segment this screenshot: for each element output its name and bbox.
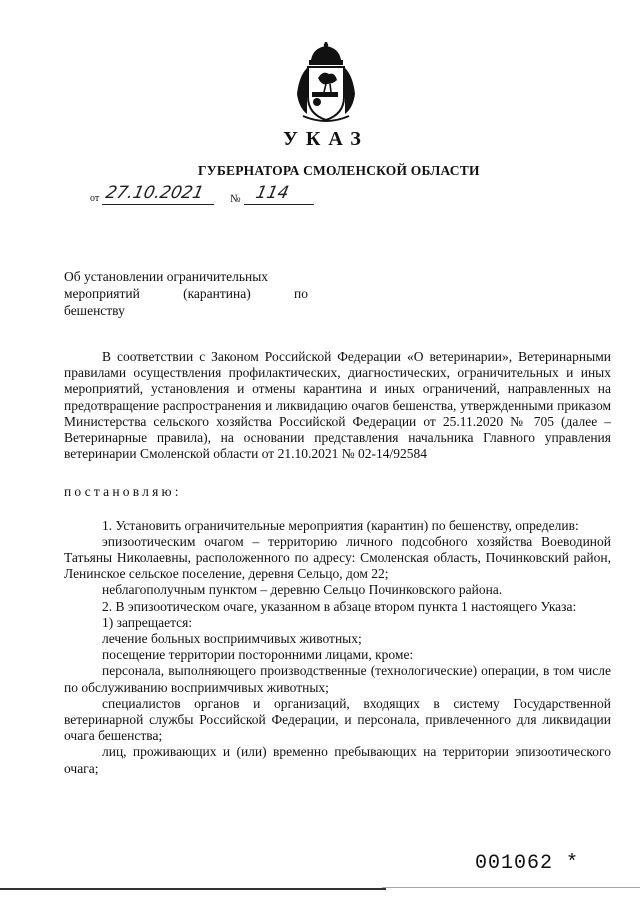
paragraph-2-1: 1) запрещается: bbox=[102, 614, 193, 630]
paragraph-2-1-c: персонала, выполняющего производственные (технологические) операции, в том числе по обслуживанию восприимчивых животных; bbox=[64, 663, 611, 695]
date-underline bbox=[102, 204, 214, 205]
paragraph-1: 1. Установить ограничительные мероприятия (карантин) по бешенству, определив: bbox=[102, 517, 579, 533]
handwritten-number: 114 bbox=[253, 183, 291, 203]
document-title: УКАЗ bbox=[283, 128, 369, 150]
decree-word: постановляю: bbox=[64, 484, 182, 500]
decree-subject bbox=[64, 268, 308, 319]
smolensk-coat-of-arms-icon bbox=[293, 42, 359, 124]
number-prefix: № bbox=[230, 193, 241, 205]
decree-body bbox=[64, 349, 611, 777]
bottom-rule bbox=[0, 888, 386, 890]
preamble-paragraph: В соответствии с Законом Российской Федерации «О ветеринарии», Ветеринарными правилами осуществления профилактических, диагностических, ограничительных и иных мероприятий, установления и отмены карантина и иных ограничений, направленных на предотвращение распространения и ликвидацию очагов бешенства, утвержденными приказом Министерства сельского хозяйства Российской Федерации от 25.11.2020 № 705 (далее – Ветеринарные правила), на основании представления начальника Главного управления ветеринарии Смоленской области от 21.10.2021 № 02-14/92584 bbox=[64, 349, 611, 462]
paragraph-1-point: неблагополучным пунктом – деревню Сельцо Починковского района. bbox=[102, 582, 503, 598]
serial-number: 001062 * bbox=[475, 852, 580, 875]
paragraph-2-1-e: лиц, проживающих и (или) временно пребывающих на территории эпизоотического очага; bbox=[64, 744, 611, 776]
paragraph-2-1-a: лечение больных восприимчивых животных; bbox=[102, 631, 362, 647]
document-subtitle: ГУБЕРНАТОРА СМОЛЕНСКОЙ ОБЛАСТИ bbox=[198, 163, 480, 178]
date-number-line bbox=[90, 183, 330, 207]
subject-line-3: бешенству bbox=[64, 303, 125, 318]
subject-line-2: мероприятий (карантина) по bbox=[64, 286, 308, 301]
subject-line-1: Об установлении ограничительных bbox=[64, 269, 269, 284]
number-underline bbox=[244, 204, 314, 205]
paragraph-2: 2. В эпизоотическом очаге, указанном в абзаце втором пункта 1 настоящего Указа: bbox=[102, 598, 577, 614]
bottom-rule-faint bbox=[382, 887, 640, 888]
handwritten-date: 27.10.2021 bbox=[103, 183, 206, 203]
date-prefix: от bbox=[90, 193, 100, 204]
paragraph-2-1-d: специалистов органов и организаций, входящих в систему Государственной ветеринарной службы Российской Федерации, и персонала, привлеченного для ликвидации очага бешенства; bbox=[64, 695, 611, 744]
paragraph-2-1-b: посещение территории посторонними лицами, кроме: bbox=[102, 647, 414, 663]
paragraph-1-focus: эпизоотическим очагом – территорию личного подсобного хозяйства Воеводиной Татьяны Николаевны, расположенного по адресу: Смоленская область, Починковский район, Ленинское сельское поселение, деревня Сельцо, дом 22; bbox=[64, 533, 611, 582]
